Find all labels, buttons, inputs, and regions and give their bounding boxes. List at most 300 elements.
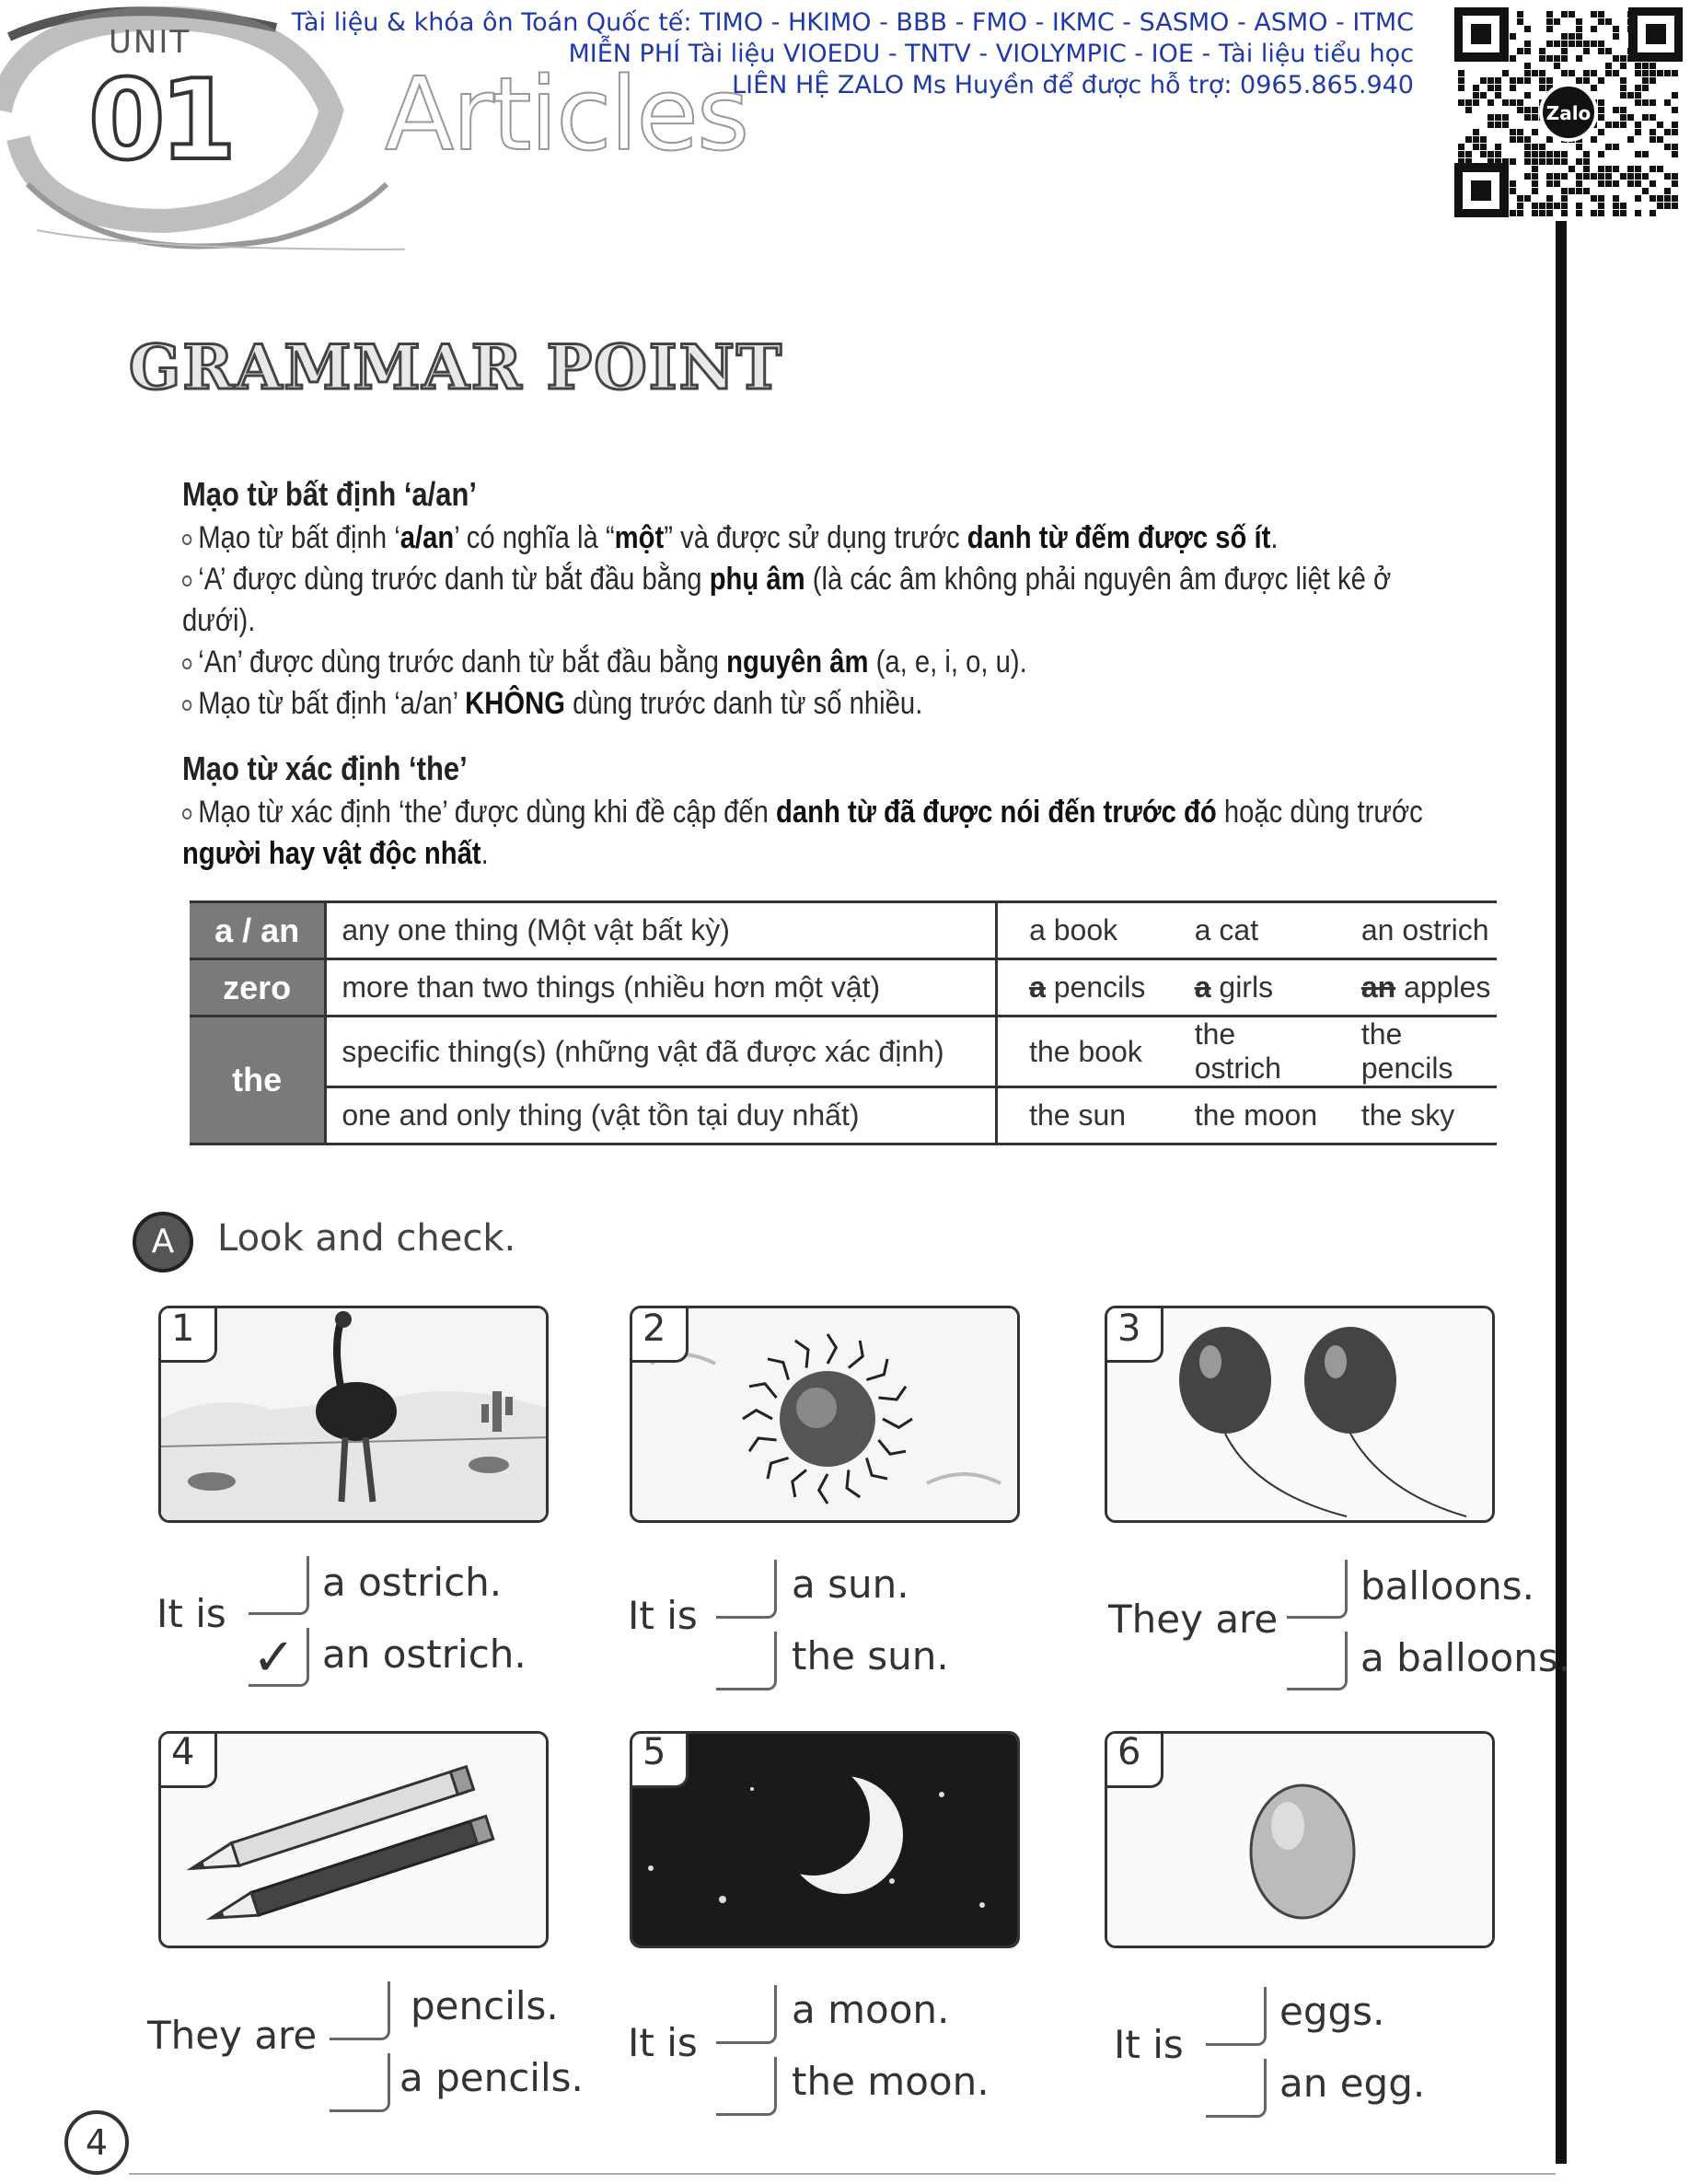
- qr-module: [1613, 144, 1619, 150]
- answer-option: a moon.: [792, 1987, 950, 2032]
- qr-module: [1480, 77, 1487, 84]
- answer-checkbox[interactable]: [1206, 2059, 1267, 2118]
- qr-module: [1532, 107, 1538, 113]
- qr-module: [1672, 70, 1678, 76]
- qr-module: [1458, 70, 1464, 76]
- unit-title: Articles: [385, 55, 748, 173]
- qr-module: [1672, 180, 1678, 187]
- qr-module: [1657, 136, 1663, 143]
- qr-module: [1576, 210, 1582, 216]
- qr-module: [1495, 122, 1501, 128]
- qr-module: [1480, 92, 1487, 99]
- qr-module: [1524, 114, 1531, 121]
- qr-module: [1657, 122, 1663, 128]
- qr-module: [1664, 195, 1671, 202]
- qr-module: [1546, 18, 1553, 25]
- qr-module: [1465, 99, 1472, 106]
- qr-module: [1473, 144, 1479, 150]
- example: an apples: [1330, 959, 1497, 1016]
- qr-module: [1495, 77, 1501, 84]
- qr-module: [1517, 203, 1523, 209]
- qr-module: [1510, 180, 1516, 187]
- qr-module: [1620, 210, 1626, 216]
- qr-module: [1502, 122, 1509, 128]
- qr-module: [1649, 129, 1656, 135]
- bullet-icon: [182, 658, 191, 669]
- qr-module: [1591, 70, 1597, 76]
- qr-module: [1620, 77, 1626, 84]
- qr-module: [1517, 48, 1523, 54]
- qr-module: [1554, 173, 1560, 180]
- qr-module: [1605, 63, 1612, 69]
- qr-module: [1561, 48, 1568, 54]
- qr-module: [1591, 26, 1597, 32]
- qr-module: [1635, 173, 1641, 180]
- qr-module: [1524, 107, 1531, 113]
- grammar-line: Mạo từ xác định ‘the’ được dùng khi đề cập đến danh từ đã được nói đến trước đó hoặc dùng trước: [182, 792, 1322, 833]
- example: the pencils: [1330, 1016, 1497, 1087]
- qr-module: [1613, 180, 1619, 187]
- grammar-point-title: GRAMMAR POINT: [129, 331, 784, 403]
- qr-module: [1613, 166, 1619, 172]
- qr-module: [1664, 129, 1671, 135]
- qr-module: [1524, 173, 1531, 180]
- answer-option: a pencils.: [399, 2055, 584, 2100]
- qr-module: [1576, 41, 1582, 47]
- qr-module: [1539, 77, 1545, 84]
- qr-module: [1495, 114, 1501, 121]
- qr-module: [1613, 107, 1619, 113]
- qr-module: [1517, 195, 1523, 202]
- qr-module: [1620, 107, 1626, 113]
- qr-module: [1524, 41, 1531, 47]
- usage-description: any one thing (Một vật bất kỳ): [326, 902, 997, 959]
- grammar-line: người hay vật độc nhất.: [182, 836, 489, 871]
- qr-module: [1539, 144, 1545, 150]
- qr-module: [1635, 195, 1641, 202]
- example: an ostrich: [1330, 902, 1497, 959]
- qr-module: [1605, 122, 1612, 128]
- article-key: a / an: [190, 902, 326, 959]
- qr-module: [1664, 99, 1671, 106]
- qr-module: [1598, 151, 1604, 157]
- qr-module: [1642, 85, 1649, 91]
- qr-module: [1539, 70, 1545, 76]
- qr-module: [1554, 203, 1560, 209]
- qr-module: [1620, 63, 1626, 69]
- answer-checkbox[interactable]: [716, 2057, 777, 2116]
- qr-module: [1576, 55, 1582, 62]
- qr-module: [1480, 136, 1487, 143]
- answer-option: the sun.: [792, 1633, 949, 1679]
- qr-module: [1517, 136, 1523, 143]
- qr-module: [1532, 144, 1538, 150]
- qr-module: [1554, 151, 1560, 157]
- qr-module: [1554, 158, 1560, 165]
- answer-option: a balloons.: [1360, 1635, 1571, 1680]
- page-number: 4: [64, 2110, 129, 2175]
- qr-module: [1532, 70, 1538, 76]
- qr-module: [1627, 173, 1634, 180]
- qr-module: [1576, 203, 1582, 209]
- qr-module: [1546, 11, 1553, 17]
- crossed-article: a: [1029, 970, 1046, 1004]
- answer-checkbox[interactable]: [330, 1981, 390, 2040]
- qr-module: [1598, 107, 1604, 113]
- qr-module: [1657, 166, 1663, 172]
- qr-module: [1583, 77, 1590, 84]
- qr-module: [1473, 85, 1479, 91]
- answer-checkbox[interactable]: [330, 2053, 390, 2112]
- qr-module: [1591, 173, 1597, 180]
- qr-module: [1649, 70, 1656, 76]
- qr-module: [1635, 151, 1641, 157]
- qr-module: [1487, 122, 1494, 128]
- qr-module: [1583, 70, 1590, 76]
- qr-module: [1576, 180, 1582, 187]
- qr-module: [1546, 158, 1553, 165]
- usage-description: more than two things (nhiều hơn một vật): [326, 959, 997, 1016]
- item-number: 5: [642, 1731, 666, 1773]
- qr-module: [1598, 203, 1604, 209]
- qr-module: [1487, 77, 1494, 84]
- answer-option: eggs.: [1279, 1989, 1385, 2034]
- qr-module: [1591, 85, 1597, 91]
- example: the moon: [1163, 1087, 1330, 1144]
- qr-module: [1672, 107, 1678, 113]
- qr-module: [1510, 55, 1516, 62]
- qr-module: [1473, 99, 1479, 106]
- qr-module: [1672, 144, 1678, 150]
- ostrich-picture: [158, 1306, 549, 1523]
- qr-module: [1473, 92, 1479, 99]
- qr-module: [1627, 136, 1634, 143]
- qr-module: [1539, 85, 1545, 91]
- qr-module: [1591, 136, 1597, 143]
- qr-module: [1649, 63, 1656, 69]
- answer-checkbox[interactable]: [1206, 1987, 1267, 2046]
- qr-module: [1568, 11, 1575, 17]
- qr-module: [1635, 210, 1641, 216]
- qr-module: [1598, 180, 1604, 187]
- qr-module: [1473, 129, 1479, 135]
- qr-module: [1635, 99, 1641, 106]
- qr-module: [1517, 129, 1523, 135]
- grammar-line: ‘A’ được dùng trước danh từ bắt đầu bằng phụ âm (là các âm không phải nguyên âm được liệt kê ở: [182, 559, 1322, 600]
- qr-module: [1613, 203, 1619, 209]
- qr-module: [1672, 151, 1678, 157]
- qr-module: [1524, 63, 1531, 69]
- answer-checkbox[interactable]: [249, 1556, 309, 1615]
- question-stem: It is: [156, 1591, 226, 1636]
- check-mark-icon: ✓: [252, 1628, 295, 1686]
- qr-module: [1598, 114, 1604, 121]
- qr-module: [1657, 195, 1663, 202]
- qr-module: [1583, 41, 1590, 47]
- qr-module: [1458, 151, 1464, 157]
- qr-module: [1598, 48, 1604, 54]
- qr-module: [1672, 129, 1678, 135]
- qr-module: [1635, 122, 1641, 128]
- qr-module: [1532, 158, 1538, 165]
- qr-module: [1642, 77, 1649, 84]
- qr-module: [1576, 188, 1582, 194]
- qr-module: [1480, 144, 1487, 150]
- qr-module: [1605, 18, 1612, 25]
- qr-module: [1561, 195, 1568, 202]
- qr-module: [1495, 92, 1501, 99]
- qr-module: [1649, 180, 1656, 187]
- qr-module: [1591, 11, 1597, 17]
- item-number: 4: [171, 1731, 195, 1773]
- qr-module: [1583, 173, 1590, 180]
- qr-module: [1517, 99, 1523, 106]
- qr-module: [1510, 77, 1516, 84]
- qr-module: [1554, 55, 1560, 62]
- qr-module: [1524, 70, 1531, 76]
- qr-module: [1517, 210, 1523, 216]
- qr-module: [1598, 129, 1604, 135]
- qr-module: [1554, 180, 1560, 187]
- section-a-title: Look and check.: [217, 1217, 516, 1260]
- qr-module: [1561, 188, 1568, 194]
- qr-module: [1576, 158, 1582, 165]
- qr-module: [1539, 158, 1545, 165]
- zalo-badge: Zalo: [1545, 102, 1592, 124]
- qr-module: [1465, 107, 1472, 113]
- qr-module: [1524, 151, 1531, 157]
- article-key: zero: [190, 959, 326, 1016]
- bullet-icon: [182, 575, 191, 587]
- qr-module: [1517, 11, 1523, 17]
- egg-picture: [1105, 1731, 1495, 1948]
- qr-module: [1583, 166, 1590, 172]
- qr-module: [1627, 92, 1634, 99]
- qr-module: [1576, 173, 1582, 180]
- zalo-qr-code: [1454, 7, 1683, 217]
- qr-module: [1532, 210, 1538, 216]
- table-row: [190, 1087, 1497, 1144]
- qr-module: [1568, 33, 1575, 40]
- qr-module: [1561, 41, 1568, 47]
- qr-module: [1532, 166, 1538, 172]
- qr-module: [1635, 166, 1641, 172]
- qr-module: [1620, 55, 1626, 62]
- qr-module: [1546, 180, 1553, 187]
- qr-module: [1583, 48, 1590, 54]
- qr-module: [1510, 210, 1516, 216]
- qr-module: [1642, 63, 1649, 69]
- qr-module: [1672, 122, 1678, 128]
- qr-module: [1657, 70, 1663, 76]
- qr-module: [1620, 92, 1626, 99]
- qr-module: [1539, 203, 1545, 209]
- qr-module: [1664, 144, 1671, 150]
- qr-module: [1524, 158, 1531, 165]
- example: the book: [997, 1016, 1163, 1087]
- question-stem: They are: [147, 2013, 318, 2058]
- qr-module: [1635, 92, 1641, 99]
- qr-module: [1664, 188, 1671, 194]
- qr-module: [1524, 48, 1531, 54]
- qr-module: [1510, 85, 1516, 91]
- articles-table: [190, 900, 1497, 1145]
- qr-module: [1546, 55, 1553, 62]
- grammar-line: dưới).: [182, 603, 256, 638]
- sun-picture: [630, 1306, 1020, 1523]
- qr-module: [1613, 195, 1619, 202]
- qr-module: [1546, 41, 1553, 47]
- qr-module: [1583, 188, 1590, 194]
- answer-option: the moon.: [792, 2059, 990, 2104]
- qr-module: [1480, 151, 1487, 157]
- example: a cat: [1163, 902, 1330, 959]
- qr-module: [1649, 210, 1656, 216]
- qr-module: [1546, 26, 1553, 32]
- qr-module: [1539, 151, 1545, 157]
- qr-module: [1620, 203, 1626, 209]
- indefinite-heading: Mạo từ bất định ‘a/an’: [182, 475, 477, 513]
- qr-module: [1561, 210, 1568, 216]
- qr-module: [1510, 188, 1516, 194]
- answer-checkbox[interactable]: [249, 1628, 309, 1687]
- question-stem: It is: [628, 1593, 698, 1638]
- qr-module: [1635, 180, 1641, 187]
- qr-module: [1502, 99, 1509, 106]
- qr-module: [1546, 136, 1553, 143]
- usage-description: specific thing(s) (những vật đã được xác định): [326, 1016, 997, 1087]
- definite-article-section: [182, 749, 1508, 875]
- answer-checkbox[interactable]: [716, 1560, 777, 1619]
- section-a-badge: A: [133, 1212, 193, 1272]
- qr-module: [1642, 70, 1649, 76]
- qr-module: [1524, 144, 1531, 150]
- qr-module: [1591, 195, 1597, 202]
- question-stem: It is: [628, 2020, 698, 2065]
- qr-module: [1576, 18, 1582, 25]
- qr-module: [1627, 114, 1634, 121]
- bullet-icon: [182, 700, 191, 711]
- item-number: 2: [642, 1307, 666, 1350]
- qr-module: [1620, 114, 1626, 121]
- qr-module: [1546, 173, 1553, 180]
- qr-module: [1605, 173, 1612, 180]
- qr-module: [1561, 203, 1568, 209]
- qr-module: [1642, 173, 1649, 180]
- qr-module: [1473, 136, 1479, 143]
- qr-module: [1502, 70, 1509, 76]
- crossed-article: an: [1360, 970, 1396, 1004]
- qr-module: [1664, 70, 1671, 76]
- qr-module: [1627, 166, 1634, 172]
- qr-module: [1554, 18, 1560, 25]
- table-row: [190, 959, 1497, 1016]
- answer-checkbox[interactable]: [716, 1985, 777, 2044]
- grammar-line: Mạo từ bất định ‘a/an’ có nghĩa là “một” và được sử dụng trước danh từ đếm được số ít.: [182, 517, 1322, 559]
- promo-header: [276, 7, 1414, 101]
- item-number: 3: [1117, 1307, 1141, 1350]
- qr-module: [1598, 99, 1604, 106]
- qr-module: [1605, 180, 1612, 187]
- qr-module: [1598, 195, 1604, 202]
- answer-checkbox[interactable]: [1287, 1632, 1348, 1690]
- bottom-divider: [129, 2173, 1556, 2175]
- indefinite-article-section: [182, 475, 1508, 725]
- qr-module: [1532, 188, 1538, 194]
- qr-module: [1524, 26, 1531, 32]
- qr-module: [1649, 77, 1656, 84]
- moon-picture: [630, 1731, 1020, 1948]
- answer-option: an ostrich.: [322, 1632, 527, 1677]
- qr-module: [1649, 166, 1656, 172]
- qr-module: [1613, 33, 1619, 40]
- example: a book: [997, 902, 1163, 959]
- item-number: 1: [171, 1307, 195, 1350]
- example: a pencils: [997, 959, 1163, 1016]
- answer-checkbox[interactable]: [716, 1632, 777, 1690]
- qr-module: [1539, 48, 1545, 54]
- qr-module: [1546, 77, 1553, 84]
- promo-line: Tài liệu & khóa ôn Toán Quốc tế: TIMO - HKIMO - BBB - FMO - IKMC - SASMO - ASMO - ITMC: [291, 8, 1414, 37]
- answer-option: balloons.: [1360, 1563, 1534, 1609]
- qr-module: [1591, 210, 1597, 216]
- question-stem: It is: [1114, 2022, 1184, 2067]
- qr-module: [1524, 92, 1531, 99]
- qr-module: [1539, 210, 1545, 216]
- qr-module: [1583, 158, 1590, 165]
- qr-module: [1620, 85, 1626, 91]
- qr-module: [1664, 203, 1671, 209]
- qr-module: [1598, 18, 1604, 25]
- answer-option: pencils.: [411, 1983, 559, 2028]
- qr-module: [1598, 210, 1604, 216]
- qr-module: [1465, 136, 1472, 143]
- answer-checkbox[interactable]: [1287, 1560, 1348, 1619]
- qr-module: [1598, 77, 1604, 84]
- definite-heading: Mạo từ xác định ‘the’: [182, 749, 468, 787]
- qr-module: [1532, 180, 1538, 187]
- qr-module: [1561, 11, 1568, 17]
- example: the ostrich: [1163, 1016, 1330, 1087]
- qr-module: [1532, 173, 1538, 180]
- qr-module: [1672, 203, 1678, 209]
- qr-module: [1517, 77, 1523, 84]
- balloons-picture: [1105, 1306, 1495, 1523]
- qr-module: [1458, 144, 1464, 150]
- qr-module: [1546, 195, 1553, 202]
- qr-module: [1561, 151, 1568, 157]
- qr-module: [1561, 158, 1568, 165]
- qr-module: [1598, 41, 1604, 47]
- qr-module: [1487, 151, 1494, 157]
- answer-option: a ostrich.: [322, 1560, 503, 1605]
- qr-module: [1605, 48, 1612, 54]
- qr-module: [1642, 99, 1649, 106]
- qr-module: [1591, 41, 1597, 47]
- example: the sun: [997, 1087, 1163, 1144]
- qr-module: [1495, 151, 1501, 157]
- qr-module: [1502, 114, 1509, 121]
- table-row: [190, 902, 1497, 959]
- usage-description: one and only thing (vật tồn tại duy nhất): [326, 1087, 997, 1144]
- qr-module: [1568, 188, 1575, 194]
- qr-module: [1576, 144, 1582, 150]
- qr-module: [1524, 136, 1531, 143]
- qr-module: [1568, 70, 1575, 76]
- qr-module: [1664, 173, 1671, 180]
- qr-module: [1458, 85, 1464, 91]
- qr-module: [1672, 195, 1678, 202]
